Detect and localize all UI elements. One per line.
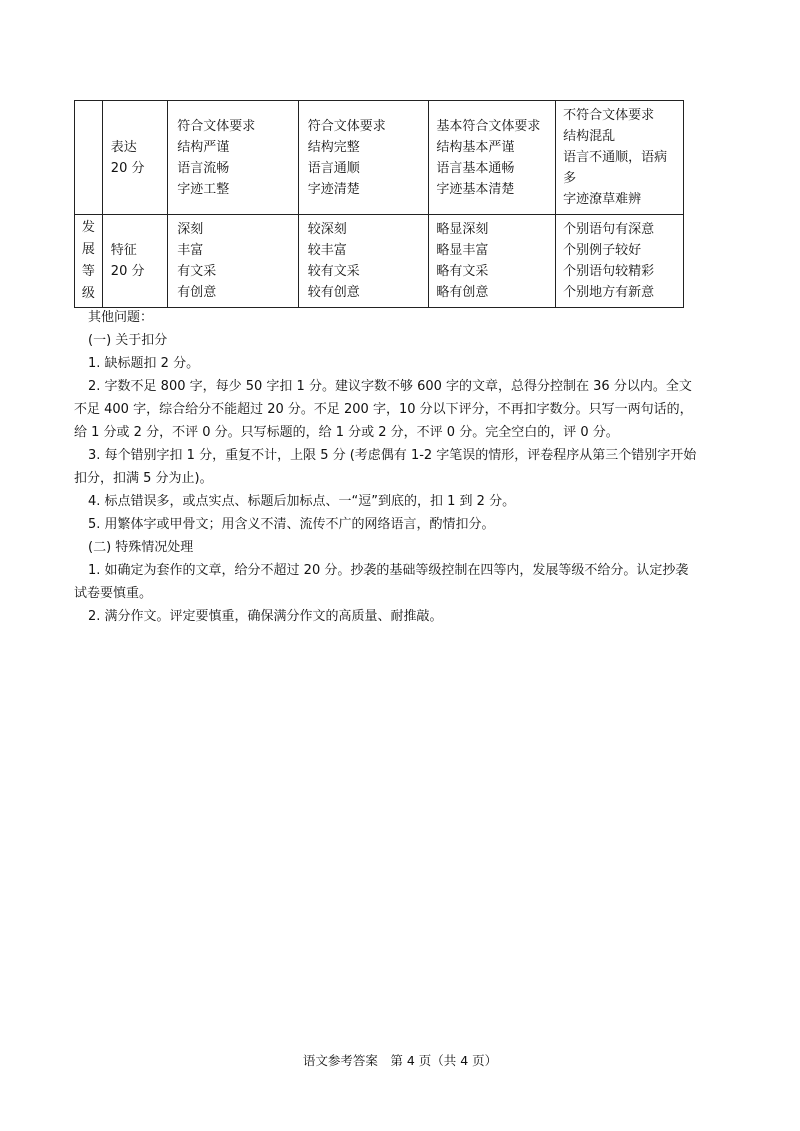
item-cell: 表达 20 分	[102, 101, 167, 215]
note-item: 4. 标点错误多，或点实点、标题后加标点、一“逗”到底的，扣 1 到 2 分。	[88, 494, 516, 509]
page-footer: 语文参考答案 第 4 页（共 4 页）	[302, 1053, 498, 1068]
note-item: 2. 满分作文。评定要慎重，确保满分作文的高质量、耐推敲。	[88, 609, 443, 624]
grade-cell-3: 略显深刻 略显丰富 略有文采 略有创意	[429, 215, 556, 308]
grade-cell-3: 基本符合文体要求 结构基本严谨 语言基本通畅 字迹基本清楚	[429, 101, 556, 215]
grade-cell-4: 不符合文体要求 结构混乱 语言不通顺，语病多 字迹潦草难辨	[556, 101, 684, 215]
note-item: 3. 每个错别字扣 1 分，重复不计，上限 5 分 (考虑偶有 1-2 字笔误的情形，评卷程序从第三个错别字开始扣分，扣满 5 分为止)。	[74, 448, 697, 486]
category-cell	[75, 101, 103, 215]
grade-cell-2: 较深刻 较丰富 较有文采 较有创意	[298, 215, 429, 308]
other-issues-section	[74, 306, 700, 628]
note-item: 2. 字数不足 800 字，每少 50 字扣 1 分。建议字数不够 600 字的文章，总得分控制在 36 分以内。全文不足 400 字，综合给分不能超过 20 分。不足 200 字，10 分以下评分，不再扣字数分。只写一两句话的，给 1 分或 2 分，不评 0 分。只写标题的，给 1 分或 2 分，不评 0 分。完全空白的，评 0 分。	[74, 379, 693, 440]
section-title: (一) 关于扣分	[88, 333, 168, 348]
grade-cell-4: 个别语句有深意 个别例子较好 个别语句较精彩 个别地方有新意	[556, 215, 684, 308]
grade-cell-1: 深刻 丰富 有文采 有创意	[168, 215, 299, 308]
grading-table	[74, 100, 684, 308]
category-cell: 发展等级	[75, 215, 103, 308]
section-title: (二) 特殊情况处理	[88, 540, 194, 555]
item-cell: 特征 20 分	[102, 215, 167, 308]
note-item: 1. 如确定为套作的文章，给分不超过 20 分。抄袭的基础等级控制在四等内，发展等级不给分。认定抄袭试卷要慎重。	[74, 563, 689, 601]
table-row	[75, 215, 684, 308]
table-row	[75, 101, 684, 215]
notes-heading: 其他问题：	[88, 310, 154, 325]
grade-cell-1: 符合文体要求 结构严谨 语言流畅 字迹工整	[168, 101, 299, 215]
note-item: 5. 用繁体字或甲骨文；用含义不清、流传不广的网络语言，酌情扣分。	[88, 517, 495, 532]
grade-cell-2: 符合文体要求 结构完整 语言通顺 字迹清楚	[298, 101, 429, 215]
note-item: 1. 缺标题扣 2 分。	[88, 356, 200, 371]
